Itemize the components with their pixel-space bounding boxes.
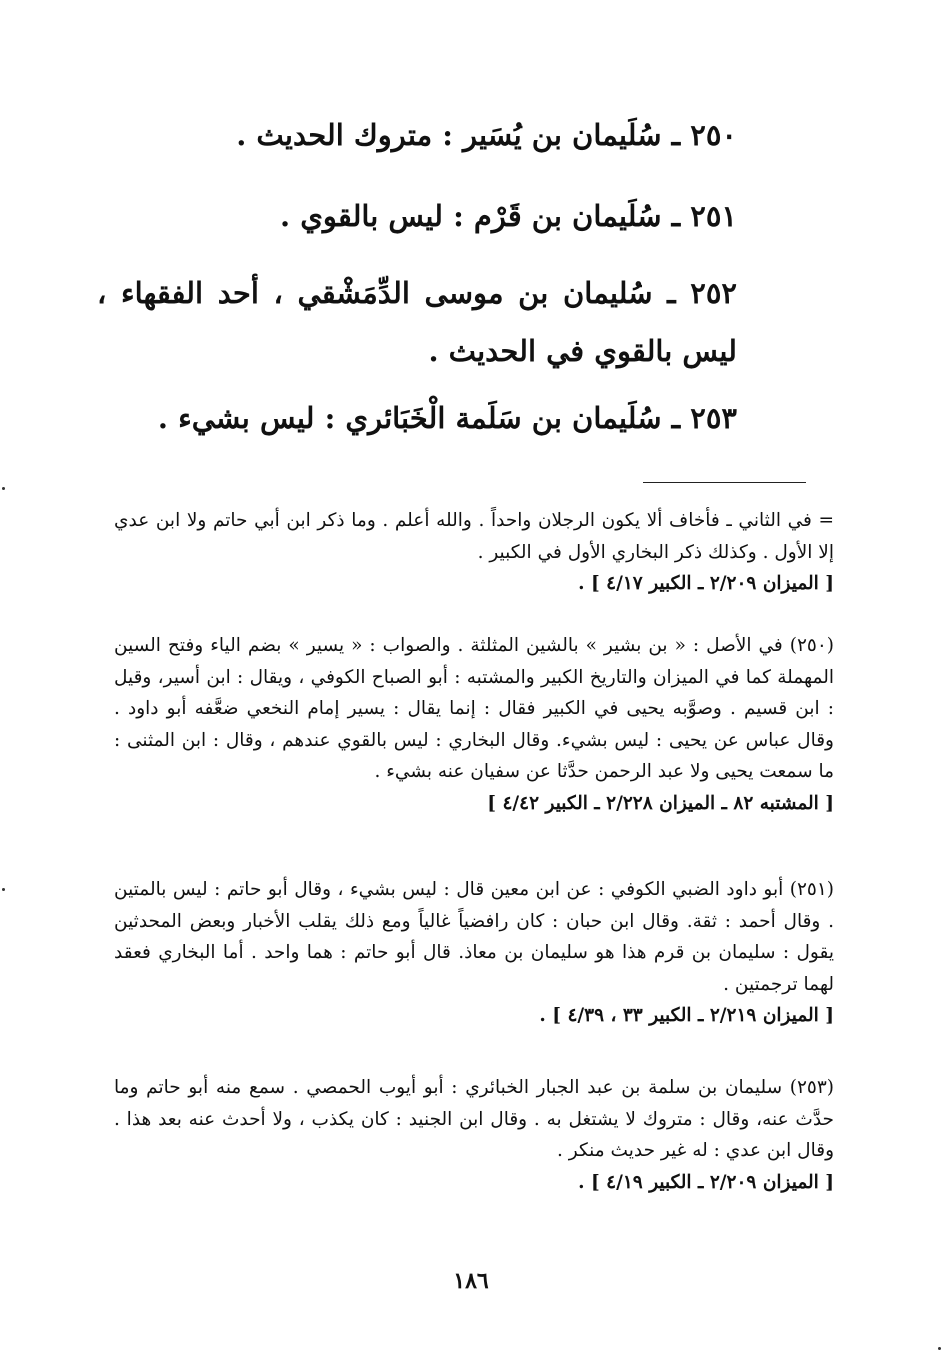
footnote-251 <box>114 874 834 1032</box>
page-number: ١٨٦ <box>453 1268 489 1294</box>
scan-mark <box>2 487 5 490</box>
footnote-text: = في الثاني ـ فأخاف ألا يكون الرجلان واحداً . والله أعلم . وما ذكر ابن أبي حاتم ولا ابن عدي إلا الأول . وكذلك ذكر البخاري الأول في الكبير . <box>114 510 834 563</box>
scan-mark <box>938 1347 941 1350</box>
footnote-source: [ الميزان ٢/٢١٩ ـ الكبير ٣٣ ، ٤/٣٩ ] . <box>539 1005 834 1027</box>
footnote-text: (٢٥٠) في الأصل : « بن بشير » بالشين المثلثة . والصواب : « يسير » بضم الياء وفتح السين المهملة كما في الميزان والتاريخ الكبير والمشتبه : أبو الصباح الكوفي ، ويقال : ابن أسير، وقيل : ابن قسيم . وصوَّبه يحيى في الكبير فقال : إنما يقال : يسير إمام النخعي ضعَّفه أبو داود . وقال عباس عن يحيى : ليس بشيء. وقال البخاري : ليس بالقوي عندهم ، وقال : ابن المثنى : ما سمعت يحيى ولا عبد الرحمن حدَّثا عن سفيان عنه بشيء . <box>114 635 834 783</box>
footnote-253 <box>114 1072 834 1198</box>
scan-mark <box>2 888 5 891</box>
entry-251: ٢٥١ ـ سُلَيمان بن قَرْم : ليس بالقوي . <box>280 199 737 233</box>
footnote-source: [ الميزان ٢/٢٠٩ ـ الكبير ٤/١٧ ] . <box>578 573 834 595</box>
footnote-text: (٢٥٣) سليمان بن سلمة بن عبد الجبار الخبائري : أبو أيوب الحمصي . سمع منه أبو حاتم وما حدَّث عنه، وقال : متروك لا يشتغل به . وقال ابن الجنيد : كان يكذب ، ولا أحدث عنه بعد هذا . وقال ابن عدي : له غير حديث منكر . <box>114 1077 834 1162</box>
footnote-source: [ الميزان ٢/٢٠٩ ـ الكبير ٤/١٩ ] . <box>578 1171 834 1193</box>
entry-252: ٢٥٢ ـ سُليمان بن موسى الدِّمَشْقي ، أحد الفقهاء ، ليس بالقوي في الحديث . <box>97 276 737 368</box>
footnote-source: [ المشتبه ٨٢ ـ الميزان ٢/٢٢٨ ـ الكبير ٤/٤٢ ] <box>487 792 834 814</box>
entry-253: ٢٥٣ ـ سُلَيمان بن سَلَمة الْخَبَائري : ليس بشيء . <box>157 401 737 435</box>
footnote-text: (٢٥١) أبو داود الضبي الكوفي : عن ابن معين قال : ليس بشيء ، وقال أبو حاتم : ليس بالمتين . وقال أحمد : ثقة. وقال ابن حبان : كان رافضياً غالياً ومع ذلك يقلب الأخبار وبعض المحدثين يقول : سليمان بن قرم هذا هو سليمان بن معاذ. قال أبو حاتم : هما واحد . أما البخاري فعقد لهما ترجمتين . <box>114 879 834 995</box>
footnote-separator <box>643 482 806 483</box>
entry-250: ٢٥٠ ـ سُلَيمان بن يُسَير : متروك الحديث . <box>236 118 737 152</box>
footnote-250 <box>114 630 834 820</box>
footnote-continued <box>114 505 834 600</box>
